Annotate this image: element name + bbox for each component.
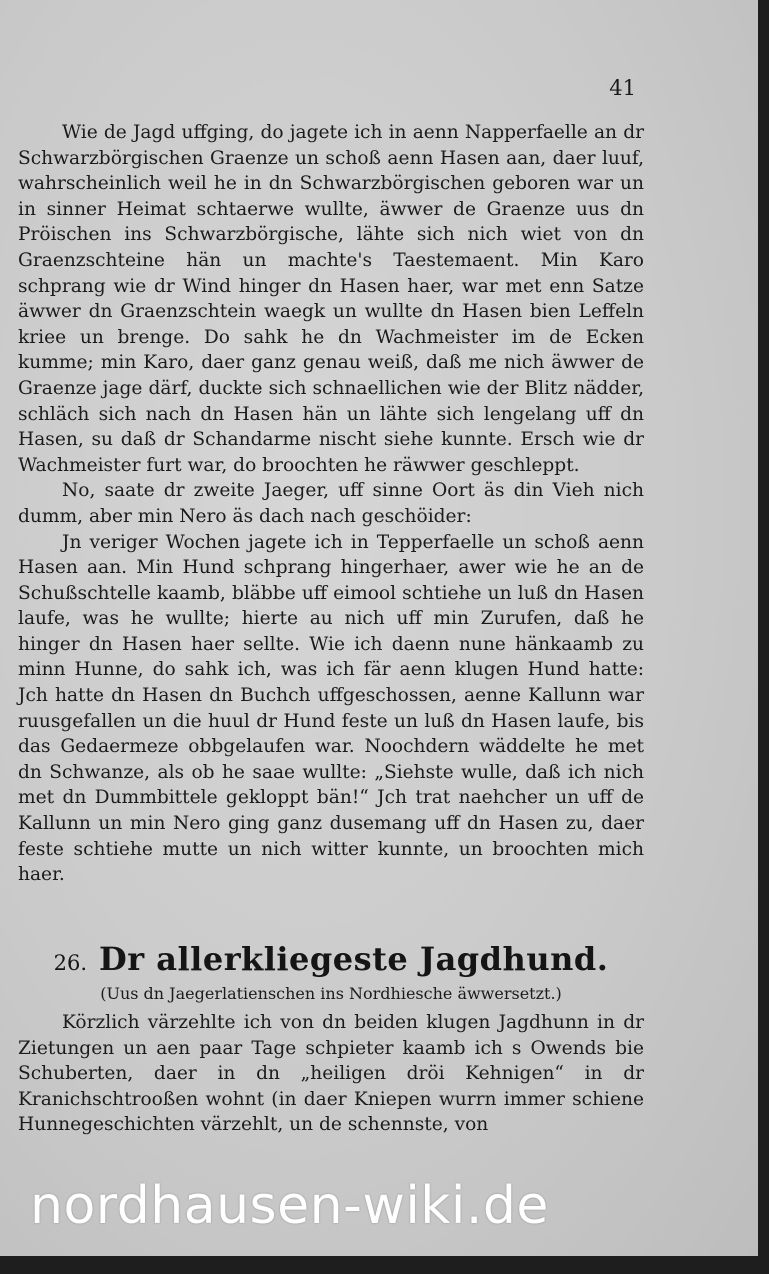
section-heading bbox=[18, 940, 644, 978]
page-number: 41 bbox=[609, 76, 636, 100]
section-title: Dr allerkliegeste Jagdhund. bbox=[99, 940, 609, 978]
paragraph: Jn veriger Wochen jagete ich in Tepperfaelle un schoß aenn Hasen aan. Min Hund schprang hingerhaer, awer wie he an de Schußschtelle kaamb, bläbbe uff eimool schtiehe un luß dn Hasen laufe, was he wullte; hierte au nich uff min Zurufen, daß he hinger dn Hasen haer sellte. Wie ich daenn nune hänkaamb zu minn Hunne, do sahk ich, was ich fär aenn klugen Hund hatte: Jch hatte dn Hasen dn Buchch uffgeschossen, aenne Kallunn war ruusgefallen un die huul dr Hund feste un luß dn Hasen laufe, bis das Gedaermeze obbgelaufen war. Noochdern wäddelte he met dn Schwanze, als ob he saae wullte: „Siehste wulle, daß ich nich met dn Dummbittele gekloppt bän!“ Jch trat naehcher un uff de Kallunn un min Nero ging ganz dusemang uff dn Hasen zu, daer feste schtiehe mutte un nich witter kunnte, un broochten mich haer. bbox=[18, 531, 644, 886]
paragraph: Wie de Jagd uffging, do jagete ich in aenn Napperfaelle an dr Schwarzbörgischen Graenze un schoß aenn Hasen aan, daer luuf, wahrscheinlich weil he in dn Schwarzbörgischen geboren war un in sinner Heimat schtaerwe wullte, äwwer de Graenze uus dn Pröischen ins Schwarzbörgische, lähte sich nich wiet von dn Graenzschteine hän un machte's Taestemaent. Min Karo schprang wie dr Wind hinger dn Hasen haer, war met enn Satze äwwer dn Graenzschtein waegk un wullte dn Hasen bien Leffeln kriee un brenge. Do sahk he dn Wachmeister im de Ecken kumme; min Karo, daer ganz genau weiß, daß me nich äwwer de Graenze jage därf, duckte sich schnaellichen wie der Blitz nädder, schläch sich nach dn Hasen hän un lähte sich lengelang uff dn Hasen, su daß dr Schandarme nischt siehe kunnte. Ersch wie dr Wachmeister furt war, do broochten he räwwer geschleppt. bbox=[18, 122, 644, 476]
section-number: 26. bbox=[53, 951, 88, 975]
body-text-bottom bbox=[18, 1010, 644, 1138]
paragraph: Körzlich värzehlte ich von dn beiden klugen Jagdhunn in dr Zietungen un aen paar Tage schpieter kaamb ich s Owends bie Schuberten, daer in dn „heiligen dröi Kehnigen“ in dr Kranichschtrooßen wohnt (in daer Kniepen wurrn immer schiene Hunnegeschichten värzehlt, un de schennste, von bbox=[18, 1012, 644, 1136]
paragraph: No, saate dr zweite Jaeger, uff sinne Oort äs din Vieh nich dumm, aber min Nero äs dach nach geschöider: bbox=[18, 480, 644, 527]
section-subtitle: (Uus dn Jaegerlatienschen ins Nordhiesche äwwersetzt.) bbox=[100, 984, 562, 1003]
page-edge-right bbox=[758, 0, 769, 1274]
page-edge-bottom bbox=[0, 1256, 769, 1274]
body-text-top bbox=[18, 120, 644, 888]
watermark: nordhausen-wiki.de bbox=[30, 1176, 549, 1236]
